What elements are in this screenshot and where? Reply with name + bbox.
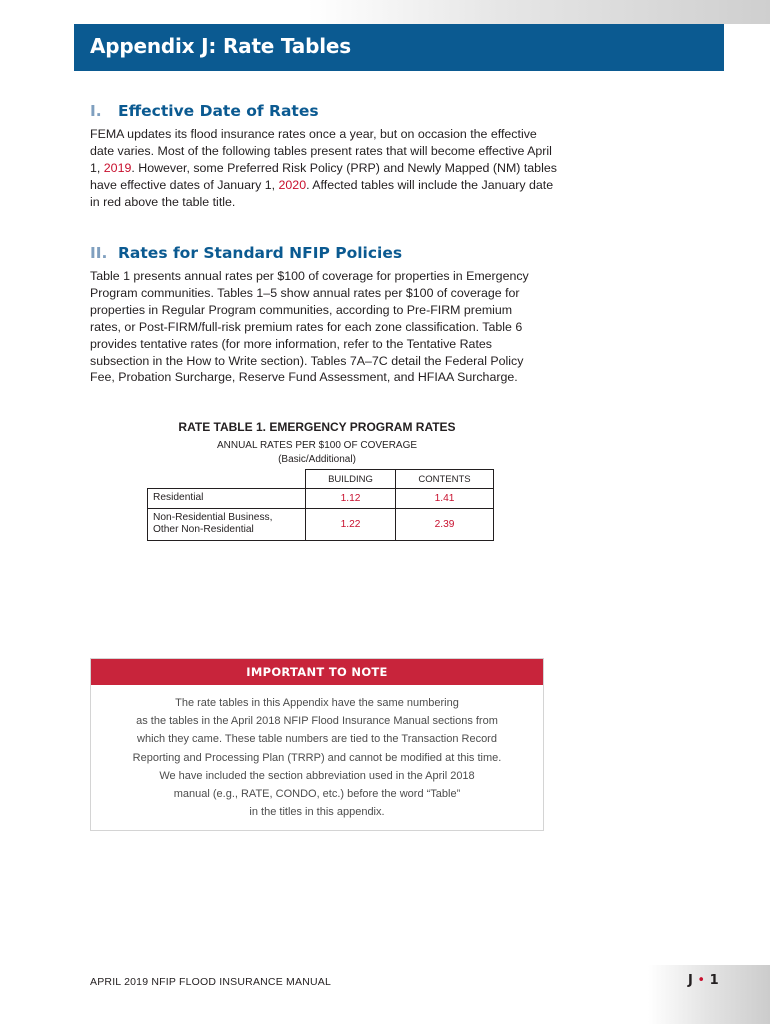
section-2-heading: [90, 244, 402, 262]
rate-table-subtitle: ANNUAL RATES PER $100 OF COVERAGE: [216, 440, 418, 451]
section-1-paragraph: [90, 126, 560, 211]
important-note-heading: IMPORTANT TO NOTE: [91, 659, 543, 685]
important-note-box: [90, 658, 544, 831]
note-line: as the tables in the April 2018 NFIP Flood Insurance Manual sections from: [136, 715, 498, 728]
page-digit: 1: [709, 973, 719, 988]
section-1-text-c: . Affected tables will include the January date in red above the table title.: [90, 177, 554, 209]
rate-table-subtitle-2: (Basic/Additional): [278, 454, 356, 465]
note-line: manual (e.g., RATE, CONDO, etc.) before the word “Table”: [173, 788, 461, 801]
note-line: We have included the section abbreviation used in the April 2018: [159, 769, 475, 782]
rate-table: [147, 469, 494, 541]
table-row: [148, 489, 494, 509]
section-2-paragraph: Table 1 presents annual rates per $100 of coverage for properties in Emergency Program communities. Tables 1–5 show annual rates per $100 of coverage for properties in Regular Program communities, according to Pre-FIRM premium rates, or Post-FIRM/full-risk premium rates for each zone classification. Table 6 provides tentative rates (for more information, refer to the Tentative Rates subsection in the How to Write section). Tables 7A–7C detail the Federal Policy Fee, Probation Surcharge, Reserve Fund Assessment, and HFIAA Surcharge.: [90, 269, 529, 385]
building-rate: 1.22: [306, 508, 396, 540]
header-gradient: [0, 0, 770, 24]
page-number: [688, 973, 719, 988]
rate-table-corner: [148, 470, 306, 489]
section-1-heading: [90, 102, 319, 120]
effective-year-2020: 2020: [278, 177, 307, 192]
effective-year-2019: 2019: [103, 160, 132, 175]
row-label-line-2: Other Non-Residential: [153, 524, 254, 535]
col-header-building: BUILDING: [306, 470, 396, 489]
section-1-number: I.: [90, 102, 102, 120]
section-1-text-a: FEMA updates its flood insurance rates once a year, but on occasion the effective date varies. Most of the following tables present rates that will become effective April 1,: [90, 127, 552, 175]
page-letter: J: [688, 973, 693, 988]
note-line: which they came. These table numbers are tied to the Transaction Record: [137, 733, 497, 746]
page-title: Appendix J: Rate Tables: [90, 34, 351, 58]
row-label-line-1: Non-Residential Business,: [153, 511, 273, 523]
note-line: in the titles in this appendix.: [249, 806, 385, 819]
section-1-text-b: . However, some Preferred Risk Policy (PRP) and Newly Mapped (NM) tables have effective dates of January 1,: [90, 160, 557, 192]
note-line: Reporting and Processing Plan (TRRP) and cannot be modified at this time.: [132, 751, 502, 764]
footer-manual-title: APRIL 2019 NFIP FLOOD INSURANCE MANUAL: [90, 976, 331, 988]
rate-table-header-row: [148, 470, 494, 489]
row-label: Residential: [148, 489, 306, 509]
building-rate: 1.12: [306, 489, 396, 509]
row-label: [148, 508, 306, 540]
contents-rate: 2.39: [396, 508, 494, 540]
section-2-number: II.: [90, 244, 108, 262]
section-2-title: Rates for Standard NFIP Policies: [118, 244, 403, 262]
rate-table-title: RATE TABLE 1. EMERGENCY PROGRAM RATES: [178, 420, 456, 434]
contents-rate: 1.41: [396, 489, 494, 509]
note-line: The rate tables in this Appendix have the same numbering: [175, 697, 459, 709]
section-1-title: Effective Date of Rates: [118, 102, 319, 120]
table-row: [148, 508, 494, 540]
page-separator: •: [697, 973, 706, 988]
important-note-body: [91, 685, 543, 821]
col-header-contents: CONTENTS: [396, 470, 494, 489]
title-bar: [74, 24, 724, 71]
